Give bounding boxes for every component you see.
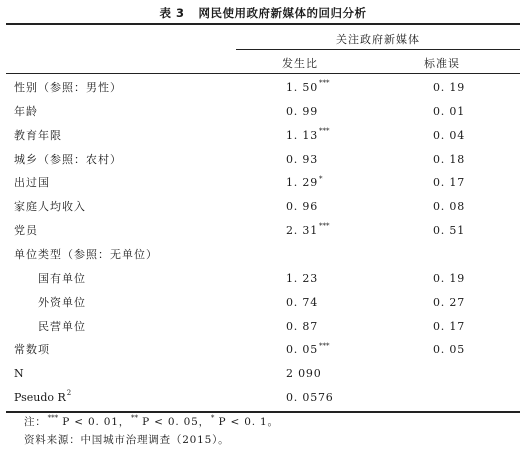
group-header-rule [236, 49, 520, 50]
table-row [6, 219, 520, 243]
odds-ratio-cell: 0. 96 [286, 200, 318, 214]
significance-note: 注：*** P < 0. 01，** P < 0. 05，* P < 0. 1。 [24, 413, 279, 428]
table-row [6, 171, 520, 195]
odds-ratio-cell: 0. 99 [286, 104, 318, 118]
table-row [6, 267, 520, 291]
table-row [6, 195, 520, 219]
std-error-cell: 0. 01 [433, 104, 465, 118]
row-label: N [14, 367, 24, 381]
row-label: 年龄 [14, 104, 38, 118]
row-label: 外资单位 [38, 295, 86, 309]
col-header-odds-ratio: 发生比 [282, 57, 318, 70]
row-label: 出过国 [14, 176, 50, 190]
std-error-cell: 0. 51 [433, 224, 465, 238]
std-error-cell: 0. 05 [433, 343, 465, 357]
group-header: 关注政府新媒体 [336, 33, 420, 46]
significance-stars: *** [319, 341, 330, 350]
table-number: 表 3 [159, 6, 185, 20]
std-error-cell: 0. 27 [433, 295, 465, 309]
odds-ratio-cell: 1. 29* [286, 174, 323, 190]
table-caption: 网民使用政府新媒体的回归分析 [198, 6, 367, 20]
std-error-cell: 0. 19 [433, 81, 465, 94]
std-error-cell: 0. 04 [433, 128, 465, 142]
table-row [6, 386, 520, 410]
row-label: 常数项 [14, 343, 50, 357]
row-label: 民营单位 [38, 319, 86, 333]
table-row [6, 291, 520, 315]
significance-stars: * [319, 174, 323, 183]
table-row [6, 362, 520, 386]
row-label: 单位类型（参照：无单位） [14, 247, 158, 261]
std-error-cell: 0. 08 [433, 200, 465, 214]
row-label: Pseudo $R^2$ [14, 389, 72, 405]
odds-ratio-cell: 0. 93 [286, 152, 318, 166]
row-label: 党员 [14, 224, 38, 238]
odds-ratio-cell: 1. 13*** [286, 127, 330, 142]
source-note: 资料来源：中国城市治理调查（2015）。 [24, 434, 230, 446]
table-row [6, 338, 520, 362]
odds-ratio-cell: 1. 23 [286, 271, 318, 285]
bottom-rule [6, 411, 520, 413]
table-row [6, 100, 520, 124]
row-label: 教育年限 [14, 128, 62, 142]
row-label: 性别（参照：男性） [14, 81, 122, 94]
row-label: 家庭人均收入 [14, 200, 86, 214]
odds-ratio-cell: 2 090 [286, 367, 322, 381]
significance-stars: *** [319, 127, 330, 136]
label-superscript: 2 [66, 389, 72, 398]
table-row [6, 124, 520, 148]
std-error-cell: 0. 18 [433, 152, 465, 166]
odds-ratio-cell: 0. 05*** [286, 341, 330, 357]
significance-stars: *** [319, 79, 330, 88]
table-row [6, 76, 520, 100]
std-error-cell: 0. 17 [433, 319, 465, 333]
odds-ratio-cell: 0. 74 [286, 295, 318, 309]
odds-ratio-cell: 0. 0576 [286, 391, 334, 405]
table-row [6, 315, 520, 339]
std-error-cell: 0. 19 [433, 271, 465, 285]
row-label: 国有单位 [38, 271, 86, 285]
table-row [6, 148, 520, 172]
odds-ratio-cell: 1. 50*** [286, 79, 330, 94]
top-rule [6, 23, 520, 25]
row-label: 城乡（参照：农村） [14, 152, 122, 166]
header-rule [6, 73, 520, 74]
table-title [0, 5, 526, 21]
std-error-cell: 0. 17 [433, 176, 465, 190]
odds-ratio-cell: 0. 87 [286, 319, 318, 333]
col-header-std-error: 标准误 [424, 57, 460, 70]
table-row [6, 243, 520, 267]
odds-ratio-cell: 2. 31*** [286, 222, 330, 238]
significance-stars: *** [319, 222, 330, 231]
